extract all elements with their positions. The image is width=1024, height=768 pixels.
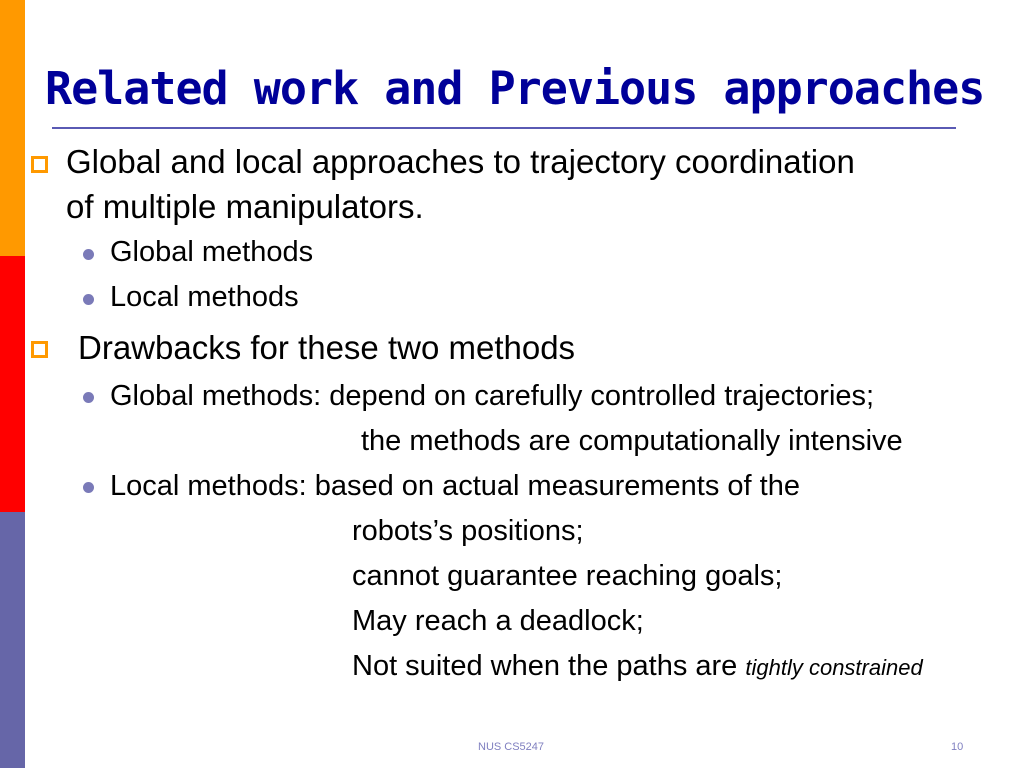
sidebar-segment-orange <box>0 0 25 256</box>
square-bullet-icon <box>31 341 48 358</box>
sidebar-segment-red <box>0 256 25 512</box>
drawback-local-italic-text: tightly constrained <box>745 655 923 680</box>
drawback-local-line-3: cannot guarantee reaching goals; <box>352 560 783 592</box>
circle-bullet-icon <box>83 392 94 403</box>
footer-course-label: NUS CS5247 <box>478 741 545 753</box>
drawback-local-line-1: Local methods: based on actual measurements of the <box>110 470 800 502</box>
drawback-local-line-5-text: Not suited when the paths are <box>352 650 738 682</box>
title-divider <box>52 127 956 129</box>
drawback-local-line-4: May reach a deadlock; <box>352 605 644 637</box>
sub-bullet-global-methods: Global methods <box>110 236 314 268</box>
bullet-2-label: Drawbacks for these two methods <box>78 329 576 366</box>
drawback-global-line-1: Global methods: depend on carefully controlled trajectories; <box>110 380 875 412</box>
drawback-global-line-2: the methods are computationally intensive <box>361 425 903 457</box>
circle-bullet-icon <box>83 249 94 260</box>
slide-title: Related work and Previous approaches <box>45 62 985 115</box>
sidebar-color-bar <box>0 0 25 768</box>
drawback-local-line-5 <box>352 650 923 683</box>
square-bullet-icon <box>31 156 48 173</box>
circle-bullet-icon <box>83 482 94 493</box>
circle-bullet-icon <box>83 294 94 305</box>
sidebar-segment-purple <box>0 512 25 768</box>
bullet-1-line-2: of multiple manipulators. <box>66 188 424 225</box>
drawback-local-line-2: robots’s positions; <box>352 515 584 547</box>
bullet-1-line-1: Global and local approaches to trajectory coordination <box>66 143 855 180</box>
sub-bullet-local-methods: Local methods <box>110 281 299 313</box>
footer-page-number: 10 <box>951 741 964 753</box>
